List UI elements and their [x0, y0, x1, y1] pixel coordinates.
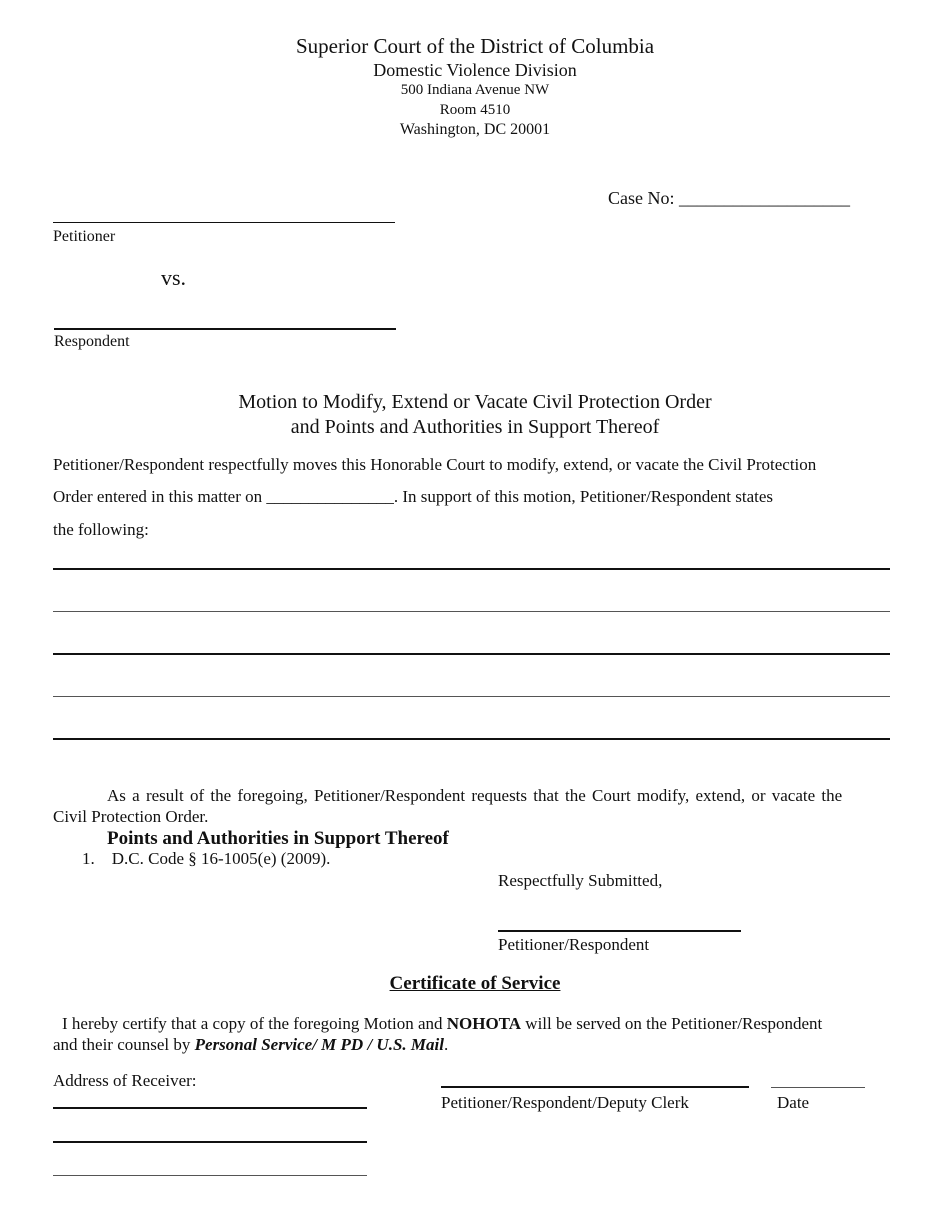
statement-line-4[interactable]: [53, 696, 890, 697]
statement-line-2[interactable]: [53, 611, 890, 612]
motion-paragraph-line2: Order entered in this matter on _______________. In support of this motion, Petitioner/Respondent states: [53, 487, 774, 506]
motion-paragraph-line3: the following:: [53, 520, 149, 539]
service-method-text: Personal Service/ M PD / U.S. Mail: [194, 1035, 444, 1054]
request-paragraph-line1: As a result of the foregoing, Petitioner/Respondent requests that the Court modify, extend, or vacate the: [107, 786, 843, 805]
certificate-heading: Certificate of Service: [389, 973, 561, 994]
receiver-address-line-3[interactable]: [53, 1175, 367, 1176]
court-address-line3: Washington, DC 20001: [399, 121, 551, 138]
nohota-text: NOHOTA: [446, 1014, 522, 1033]
versus-label: vs.: [161, 265, 187, 290]
statement-line-1[interactable]: [53, 568, 890, 570]
certificate-line2: [53, 1035, 448, 1055]
certificate-line2-end: .: [443, 1035, 449, 1054]
clerk-signature-line[interactable]: [441, 1086, 749, 1088]
court-address-line2: Room 4510: [439, 102, 511, 118]
motion-paragraph-line1: Petitioner/Respondent respectfully moves this Honorable Court to modify, extend, or vacate the Civil Protection: [53, 455, 817, 474]
statement-line-3[interactable]: [53, 653, 890, 655]
address-of-receiver-label: Address of Receiver:: [53, 1071, 197, 1090]
receiver-address-line-1[interactable]: [53, 1107, 367, 1109]
motion-title-line1: Motion to Modify, Extend or Vacate Civil Protection Order: [238, 391, 712, 413]
date-label: Date: [777, 1093, 810, 1112]
petitioner-name-line[interactable]: [53, 222, 395, 223]
certificate-line1-start: I hereby certify that a copy of the foregoing Motion and: [62, 1014, 447, 1033]
court-name: Superior Court of the District of Columbia: [295, 34, 655, 58]
points-authorities-heading: Points and Authorities in Support Thereof: [107, 828, 449, 849]
request-paragraph-line2: Civil Protection Order.: [53, 807, 209, 826]
statement-line-5[interactable]: [53, 738, 890, 740]
signature-line[interactable]: [498, 930, 741, 932]
motion-title-line2: and Points and Authorities in Support Thereof: [290, 416, 660, 438]
receiver-address-line-2[interactable]: [53, 1141, 367, 1143]
respectfully-submitted: Respectfully Submitted,: [498, 871, 663, 890]
petitioner-label: Petitioner: [53, 228, 116, 245]
respondent-name-line[interactable]: [54, 328, 396, 330]
points-authorities-item: 1. D.C. Code § 16-1005(e) (2009).: [82, 849, 331, 868]
case-number-field[interactable]: Case No: ___________________: [608, 188, 850, 208]
date-line[interactable]: [771, 1087, 865, 1088]
court-address-line1: 500 Indiana Avenue NW: [400, 82, 550, 98]
clerk-label: Petitioner/Respondent/Deputy Clerk: [441, 1093, 689, 1112]
certificate-line1-end: will be served on the Petitioner/Respondent: [521, 1014, 823, 1033]
division-name: Domestic Violence Division: [373, 60, 577, 80]
certificate-line2-start: and their counsel by: [53, 1035, 195, 1054]
signer-label: Petitioner/Respondent: [498, 935, 650, 954]
respondent-label: Respondent: [54, 333, 130, 350]
certificate-line1: [62, 1014, 822, 1034]
